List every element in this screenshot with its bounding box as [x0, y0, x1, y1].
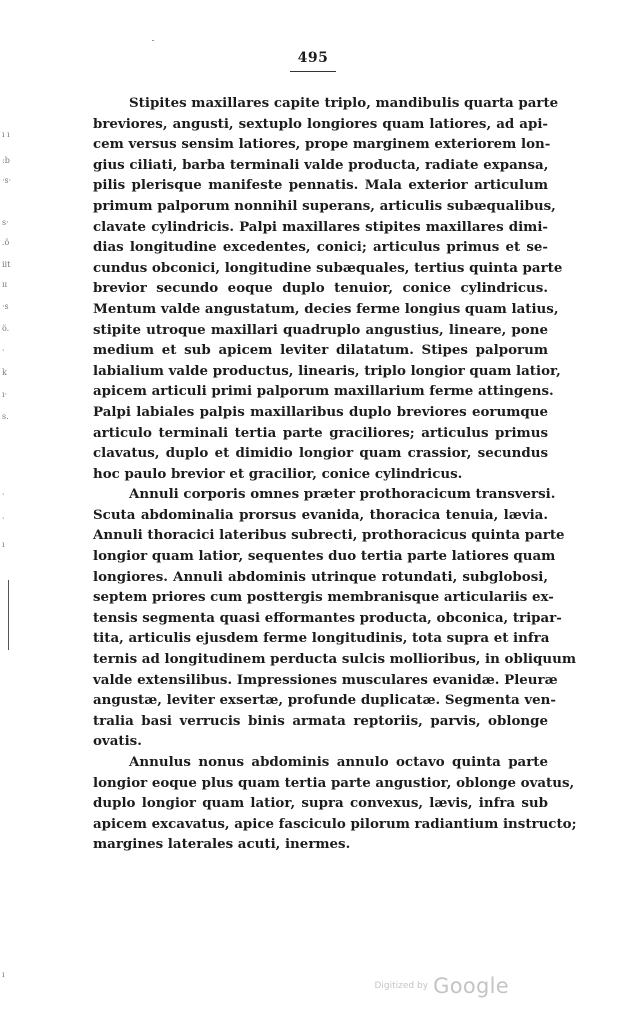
text-line: Scuta abdominalia prorsus evanida, thoracica tenuia, lævia. [93, 506, 548, 523]
text-line: hoc paulo brevior et gracilior, conice cylindricus. [93, 465, 463, 482]
text-line: Palpi labiales palpis maxillaribus duplo breviores eorumque [93, 403, 548, 420]
text-line: longior eoque plus quam tertia parte angustior, oblonge ovatus, [93, 774, 575, 791]
page-speck [152, 40, 154, 41]
text-line: angustæ, leviter exsertæ, profunde duplicatæ. Segmenta ven- [93, 692, 556, 709]
text-line: apicem excavatus, apice fasciculo pilorum radiantium instructo; [93, 815, 577, 832]
text-line: septem priores cum posttergis membranisque articulariis ex- [93, 589, 554, 606]
text-line: primum palporum nonnihil superans, articulis subæqualibus, [93, 197, 556, 214]
text-line: clavate cylindricis. Palpi maxillares stipites maxillares dimi- [93, 218, 548, 235]
text-line: tita, articulis ejusdem ferme longitudinis, tota supra et infra [93, 630, 550, 647]
text-line: Mentum valde angustatum, decies ferme longius quam latius, [93, 300, 559, 317]
text-line: Stipites maxillares capite triplo, mandibulis quarta parte [129, 95, 559, 111]
text-line: labialium valde productus, linearis, triplo longior quam latior, [93, 362, 561, 379]
text-line: cem versus sensim latiores, prope marginem exteriorem lon- [93, 136, 551, 153]
text-line: stipite utroque maxillari quadruplo angustius, lineare, pone [93, 321, 548, 338]
text-line: valde extensilibus. Impressiones musculares evanidæ. Pleuræ [93, 671, 558, 688]
text-line: longiores. Annuli abdominis utrinque rotundati, subglobosi, [93, 568, 548, 585]
text-line: cundus obconici, longitudine subæquales, tertius quinta parte [93, 259, 563, 276]
text-line: ovatis. [93, 733, 142, 750]
text-line: brevior secundo eoque duplo tenuior, conice cylindricus. [93, 280, 548, 297]
text-line: Annulus nonus abdominis annulo octavo quinta parte [129, 754, 548, 770]
text-line: tensis segmenta quasi efformantes producta, obconica, tripar- [93, 609, 562, 626]
text-line: articulo terminali tertia parte graciliores; articulus primus [93, 424, 548, 441]
margin-rule [8, 580, 9, 650]
watermark-prefix: Digitized by [374, 981, 429, 991]
text-line: breviores, angusti, sextuplo longiores quam latiores, ad api- [93, 115, 548, 132]
digitized-watermark [374, 974, 509, 998]
text-line: apicem articuli primi palporum maxillarium ferme attingens. [93, 383, 554, 400]
watermark-brand: Google [433, 974, 509, 998]
text-line: longior quam latior, sequentes duo tertia parte latiores quam [93, 548, 556, 565]
text-line: duplo longior quam latior, supra convexus, lævis, infra sub [93, 795, 548, 812]
text-line: tralia basi verrucis binis armata reptoriis, parvis, oblonge [93, 712, 548, 729]
bleed-through-margin: ı ı :b ·s· s· .ö iit ıı ·s ö. · k ı· s. · · ı ı [2, 130, 12, 979]
page-number: 495 [297, 50, 329, 66]
page-number-rule [290, 71, 336, 72]
text-line: Annuli thoracici lateribus subrecti, prothoracicus quinta parte [93, 527, 565, 544]
text-line: Annuli corporis omnes præter prothoracicum transversi. [129, 486, 556, 503]
text-line: ternis ad longitudinem perducta sulcis mollioribus, in obliquum [93, 651, 577, 668]
text-line: gius ciliati, barba terminali valde producta, radiate expansa, [93, 156, 549, 173]
text-line: medium et sub apicem leviter dilatatum. Stipes palporum [93, 342, 548, 359]
body-text [93, 93, 577, 855]
text-line: pilis plerisque manifeste pennatis. Mala exterior articulum [93, 177, 548, 194]
text-line: dias longitudine excedentes, conici; articulus primus et se- [93, 239, 548, 256]
text-line: margines laterales acuti, inermes. [93, 836, 351, 853]
text-line: clavatus, duplo et dimidio longior quam crassior, secundus [93, 445, 548, 462]
